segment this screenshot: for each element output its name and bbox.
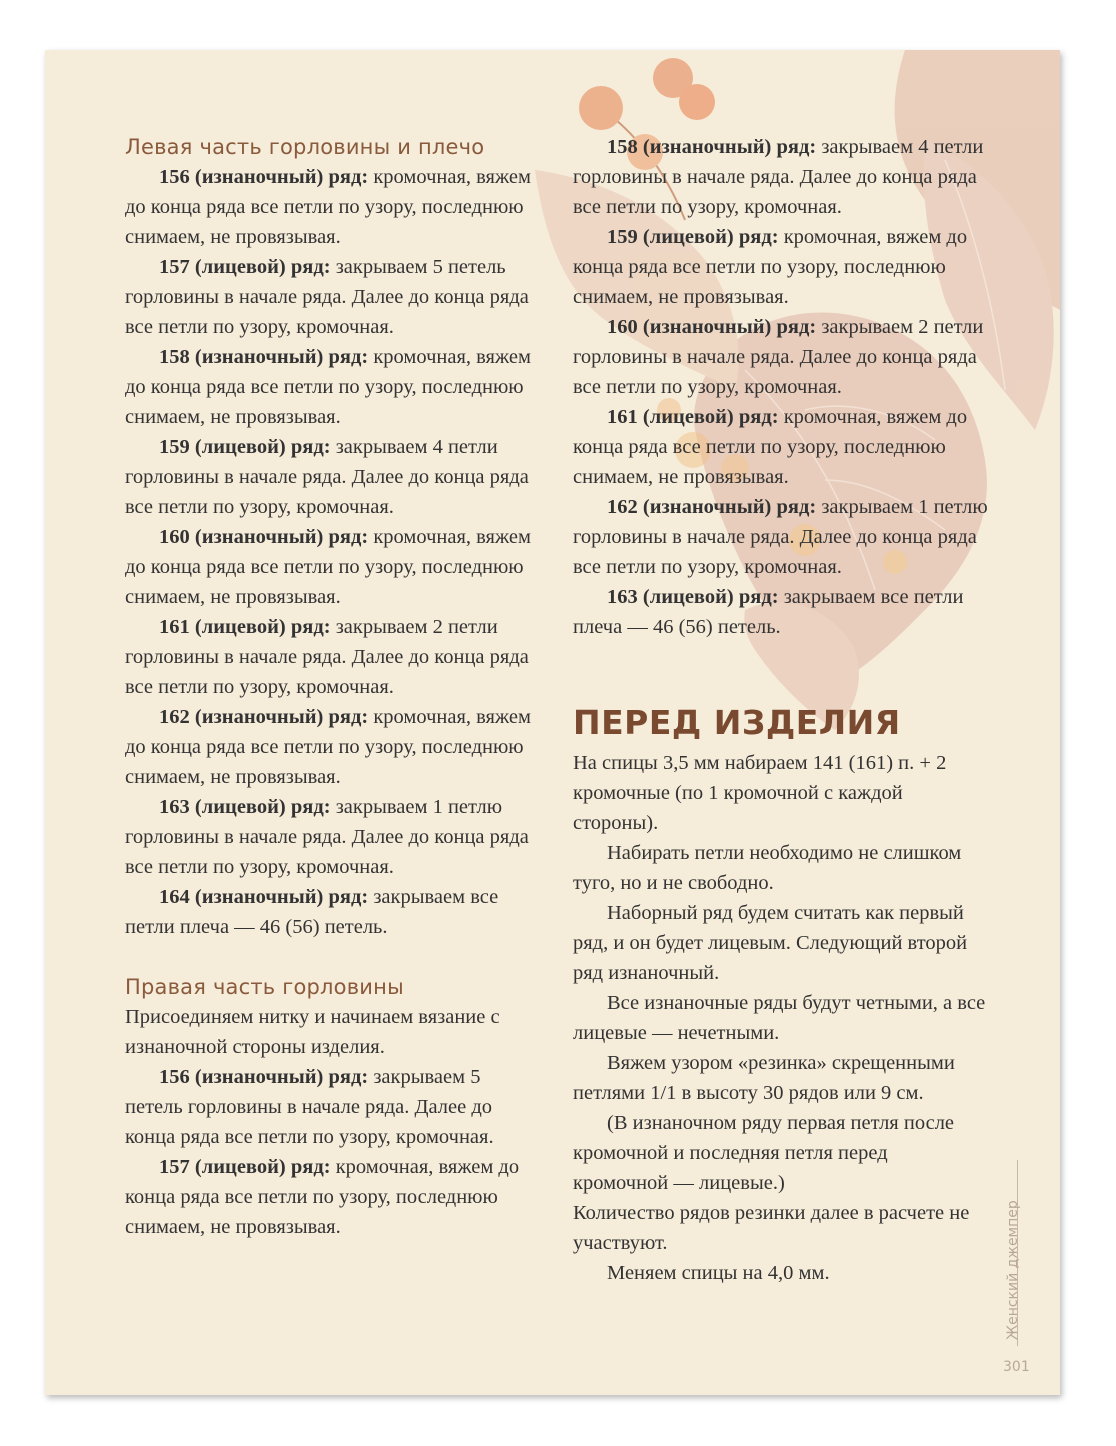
row-text: кромочная, вяжем до конца ряда все петли по узору, последнюю снимаем, не провязывая. <box>125 1156 520 1238</box>
row-label: 156 (изнаночный) ряд: <box>159 166 369 188</box>
row-text: кромочная, вяжем до конца ряда все петли по узору, последнюю снимаем, не провязывая. <box>125 526 531 608</box>
row-instruction <box>125 1152 540 1242</box>
row-label: 157 (лицевой) ряд: <box>159 256 331 278</box>
row-text: закрываем 5 петель горловины в начале ряда. Далее до конца ряда все петли по узору, кромочная. <box>125 1066 494 1148</box>
row-instruction <box>125 522 540 612</box>
row-text: закрываем 5 петель горловины в начале ряда. Далее до конца ряда все петли по узору, кромочная. <box>125 256 529 338</box>
row-instruction <box>573 492 988 582</box>
row-instruction <box>125 612 540 702</box>
row-text: закрываем 1 петлю горловины в начале ряда. Далее до конца ряда все петли по узору, кромочная. <box>125 796 529 878</box>
berry <box>679 84 715 120</box>
row-text: кромочная, вяжем до конца ряда все петли по узору, последнюю снимаем, не провязывая. <box>573 226 968 308</box>
left-rows-list <box>125 162 540 942</box>
body-paragraph: Наборный ряд будем считать как первый ряд, и он будет лицевым. Следующий второй ряд изнаночный. <box>573 902 968 984</box>
row-label: 159 (лицевой) ряд: <box>159 436 331 458</box>
row-label: 162 (изнаночный) ряд: <box>159 706 369 728</box>
row-label: 157 (лицевой) ряд: <box>159 1156 331 1178</box>
row-text: закрываем все петли плеча — 46 (56) петель. <box>573 586 964 638</box>
left-column <box>125 132 540 1242</box>
body-paragraph: На спицы 3,5 мм набираем 141 (161) п. + 2 кромочные (по 1 кромочной с каждой стороны). <box>573 752 947 834</box>
intro-paragraph: Присоединяем нитку и начинаем вязание с изнаночной стороны изделия. <box>125 1006 500 1058</box>
running-head: Женский джемпер <box>1005 1200 1021 1340</box>
section-body <box>573 748 988 1288</box>
body-paragraph: Меняем спицы на 4,0 мм. <box>607 1262 830 1284</box>
row-text: закрываем 1 петлю горловины в начале ряда. Далее до конца ряда все петли по узору, кромочная. <box>573 496 988 578</box>
row-instruction <box>573 222 988 312</box>
row-instruction <box>573 312 988 402</box>
row-text: кромочная, вяжем до конца ряда все петли по узору, последнюю снимаем, не провязывая. <box>125 166 531 248</box>
row-instruction <box>125 252 540 342</box>
page-number: 301 <box>1003 1359 1030 1375</box>
row-instruction <box>573 132 988 222</box>
right-column <box>573 132 988 1288</box>
row-instruction <box>125 432 540 522</box>
row-label: 159 (лицевой) ряд: <box>607 226 779 248</box>
row-text: закрываем 4 петли горловины в начале ряда. Далее до конца ряда все петли по узору, кромочная. <box>573 136 984 218</box>
body-paragraph: Количество рядов резинки далее в расчете не участвуют. <box>573 1202 970 1254</box>
row-text: закрываем 4 петли горловины в начале ряда. Далее до конца ряда все петли по узору, кромочная. <box>125 436 529 518</box>
row-instruction <box>573 402 988 492</box>
row-label: 164 (изнаночный) ряд: <box>159 886 369 908</box>
row-text: кромочная, вяжем до конца ряда все петли по узору, последнюю снимаем, не провязывая. <box>125 706 531 788</box>
row-label: 156 (изнаночный) ряд: <box>159 1066 369 1088</box>
row-instruction <box>125 1062 540 1152</box>
row-instruction <box>125 342 540 432</box>
body-paragraph: Вяжем узором «резинка» скрещенными петлями 1/1 в высоту 30 рядов или 9 см. <box>573 1052 955 1104</box>
body-paragraph: (В изнаночном ряду первая петля после кромочной и последняя петля перед кромочной — лицевые.) <box>573 1112 955 1194</box>
right-rows-list <box>573 132 988 642</box>
body-paragraph: Набирать петли необходимо не слишком туго, но и не свободно. <box>573 842 962 894</box>
row-label: 158 (изнаночный) ряд: <box>159 346 369 368</box>
right-neckline-rows-list <box>125 1062 540 1242</box>
book-page <box>45 50 1060 1395</box>
section-title: ПЕРЕД ИЗДЕЛИЯ <box>573 703 901 742</box>
row-text: кромочная, вяжем до конца ряда все петли по узору, последнюю снимаем, не провязывая. <box>125 346 531 428</box>
berry <box>579 86 623 130</box>
row-text: закрываем 2 петли горловины в начале ряда. Далее до конца ряда все петли по узору, кромочная. <box>573 316 984 398</box>
row-text: закрываем все петли плеча — 46 (56) петель. <box>125 886 499 938</box>
row-label: 160 (изнаночный) ряд: <box>607 316 817 338</box>
row-label: 163 (лицевой) ряд: <box>607 586 779 608</box>
row-label: 163 (лицевой) ряд: <box>159 796 331 818</box>
row-text: закрываем 2 петли горловины в начале ряда. Далее до конца ряда все петли по узору, кромочная. <box>125 616 529 698</box>
row-label: 162 (изнаночный) ряд: <box>607 496 817 518</box>
row-instruction <box>125 882 540 942</box>
subheading-left-neckline: Левая часть горловины и плечо <box>125 135 485 159</box>
row-instruction <box>125 792 540 882</box>
row-instruction <box>125 162 540 252</box>
row-label: 158 (изнаночный) ряд: <box>607 136 817 158</box>
row-label: 161 (лицевой) ряд: <box>159 616 331 638</box>
row-text: кромочная, вяжем до конца ряда все петли по узору, последнюю снимаем, не провязывая. <box>573 406 968 488</box>
row-instruction <box>125 702 540 792</box>
row-instruction <box>573 582 988 642</box>
row-label: 160 (изнаночный) ряд: <box>159 526 369 548</box>
body-paragraph: Все изнаночные ряды будут четными, а все лицевые — нечетными. <box>573 992 986 1044</box>
row-label: 161 (лицевой) ряд: <box>607 406 779 428</box>
subheading-right-neckline: Правая часть горловины <box>125 975 404 999</box>
